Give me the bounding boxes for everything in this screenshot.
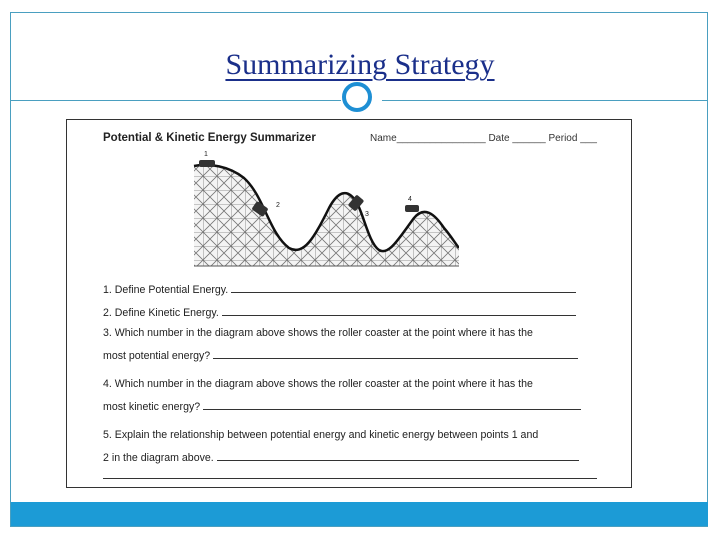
- question-5-text: 2 in the diagram above.: [103, 452, 214, 464]
- worksheet-header-fields: [370, 133, 597, 144]
- question-5-line-3: [103, 468, 597, 482]
- title-divider-left: [11, 100, 341, 101]
- name-blank: ________________: [396, 133, 486, 144]
- coaster-car-4: [405, 205, 419, 212]
- question-4-text: most kinetic energy?: [103, 401, 201, 413]
- question-2: [103, 305, 576, 319]
- name-label: Name: [370, 133, 397, 144]
- slide-title: Summarizing Strategy: [225, 48, 495, 81]
- answer-line-1: [231, 282, 576, 293]
- footer-bar: [11, 502, 708, 526]
- question-1-text: 1. Define Potential Energy.: [103, 284, 229, 296]
- worksheet-title: Potential & Kinetic Energy Summarizer: [103, 132, 316, 144]
- coaster-car-1: [199, 160, 215, 167]
- diagram-label-3: 3: [365, 211, 369, 218]
- answer-line-5b: [103, 468, 597, 479]
- roller-coaster-diagram: [189, 148, 459, 268]
- question-2-text: 2. Define Kinetic Energy.: [103, 307, 219, 319]
- question-4-line-1: 4. Which number in the diagram above shows the roller coaster at the point where it has the: [103, 378, 533, 390]
- question-4-line-2: [103, 399, 581, 413]
- date-label: Date: [488, 133, 510, 144]
- worksheet-image: [66, 119, 632, 488]
- question-3-line-1: 3. Which number in the diagram above shows the roller coaster at the point where it has the: [103, 327, 533, 339]
- period-blank: ___: [580, 133, 597, 144]
- date-blank: ______: [512, 133, 546, 144]
- question-3-text: most potential energy?: [103, 350, 211, 362]
- question-1: [103, 282, 576, 296]
- question-3-line-2: [103, 348, 578, 362]
- answer-line-3: [213, 348, 578, 359]
- question-5-line-2: [103, 450, 579, 464]
- diagram-label-4: 4: [408, 196, 412, 203]
- question-5-line-1: 5. Explain the relationship between potential energy and kinetic energy between points 1 and: [103, 429, 539, 441]
- answer-line-4: [203, 399, 581, 410]
- answer-line-2: [222, 305, 576, 316]
- answer-line-5: [217, 450, 579, 461]
- title-divider-right: [382, 100, 707, 101]
- divider-circle-ornament: [342, 82, 372, 112]
- period-label: Period: [548, 133, 578, 144]
- diagram-label-2: 2: [276, 202, 280, 209]
- diagram-label-1: 1: [204, 151, 208, 158]
